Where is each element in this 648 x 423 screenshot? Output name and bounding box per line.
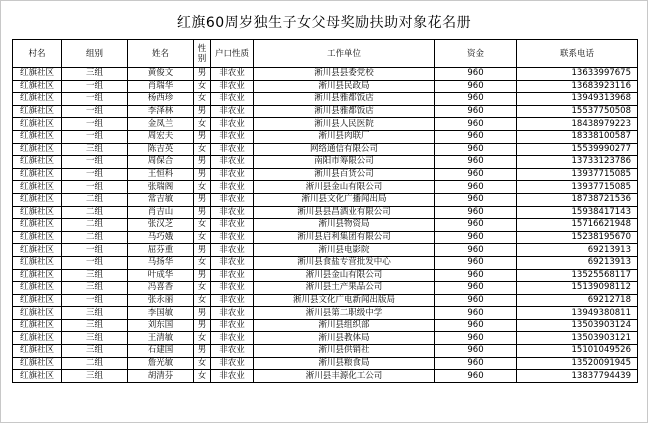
cell-hukou: 非农业 [211, 93, 254, 106]
cell-group: 一组 [62, 156, 128, 169]
cell-group: 二组 [62, 206, 128, 219]
cell-gender: 男 [194, 130, 211, 143]
cell-unit: 淅川县丰源化工公司 [254, 370, 435, 383]
cell-name: 詹光敏 [128, 357, 194, 370]
cell-hukou: 非农业 [211, 68, 254, 81]
cell-gender: 女 [194, 80, 211, 93]
cell-amount: 960 [435, 93, 517, 106]
cell-village: 红旗社区 [13, 294, 62, 307]
cell-phone: 69213913 [517, 244, 638, 257]
cell-group: 一组 [62, 256, 128, 269]
cell-gender: 女 [194, 118, 211, 131]
cell-name: 叶成华 [128, 269, 194, 282]
cell-group: 二组 [62, 193, 128, 206]
cell-group: 三组 [62, 68, 128, 81]
cell-gender: 男 [194, 307, 211, 320]
cell-unit: 淅川县民政局 [254, 80, 435, 93]
cell-hukou: 非农业 [211, 282, 254, 295]
header-hukou: 户口性质 [211, 40, 254, 68]
cell-phone: 18738721536 [517, 193, 638, 206]
cell-amount: 960 [435, 282, 517, 295]
cell-village: 红旗社区 [13, 332, 62, 345]
cell-amount: 960 [435, 206, 517, 219]
cell-unit: 淅川县启利集团有限公司 [254, 231, 435, 244]
cell-group: 一组 [62, 244, 128, 257]
cell-name: 刘东国 [128, 319, 194, 332]
cell-phone: 15238195670 [517, 231, 638, 244]
cell-village: 红旗社区 [13, 244, 62, 257]
table-row [13, 68, 638, 81]
cell-hukou: 非农业 [211, 206, 254, 219]
cell-name: 张永丽 [128, 294, 194, 307]
table-row [13, 231, 638, 244]
cell-phone: 15539990277 [517, 143, 638, 156]
cell-gender: 男 [194, 244, 211, 257]
cell-phone: 18338100587 [517, 130, 638, 143]
table-row [13, 181, 638, 194]
table-row [13, 130, 638, 143]
cell-village: 红旗社区 [13, 345, 62, 358]
cell-name: 杨西珍 [128, 93, 194, 106]
cell-name: 陈吉英 [128, 143, 194, 156]
cell-gender: 女 [194, 370, 211, 383]
cell-amount: 960 [435, 143, 517, 156]
table-row [13, 269, 638, 282]
header-gender: 性别 [194, 40, 211, 68]
cell-name: 屈芬重 [128, 244, 194, 257]
cell-amount: 960 [435, 294, 517, 307]
cell-village: 红旗社区 [13, 282, 62, 295]
cell-name: 张瑞阁 [128, 181, 194, 194]
cell-village: 红旗社区 [13, 219, 62, 232]
cell-unit: 淅川县人民医院 [254, 118, 435, 131]
cell-name: 石建国 [128, 345, 194, 358]
cell-village: 红旗社区 [13, 93, 62, 106]
cell-group: 一组 [62, 80, 128, 93]
cell-gender: 男 [194, 105, 211, 118]
cell-village: 红旗社区 [13, 156, 62, 169]
cell-group: 二组 [62, 357, 128, 370]
cell-hukou: 非农业 [211, 80, 254, 93]
cell-phone: 13733123786 [517, 156, 638, 169]
cell-group: 三组 [62, 319, 128, 332]
header-village: 村名 [13, 40, 62, 68]
cell-group: 一组 [62, 294, 128, 307]
cell-unit: 淅川县肉联厂 [254, 130, 435, 143]
cell-phone: 13683923116 [517, 80, 638, 93]
table-row [13, 345, 638, 358]
cell-phone: 69212718 [517, 294, 638, 307]
roster-table [12, 39, 638, 383]
table-body [13, 68, 638, 383]
cell-hukou: 非农业 [211, 332, 254, 345]
cell-name: 周保合 [128, 156, 194, 169]
cell-name: 马扬华 [128, 256, 194, 269]
cell-amount: 960 [435, 130, 517, 143]
cell-amount: 960 [435, 68, 517, 81]
cell-phone: 13937715085 [517, 168, 638, 181]
cell-group: 一组 [62, 168, 128, 181]
cell-gender: 男 [194, 206, 211, 219]
cell-phone: 13520091945 [517, 357, 638, 370]
cell-gender: 男 [194, 193, 211, 206]
table-row [13, 307, 638, 320]
cell-phone: 13949380811 [517, 307, 638, 320]
cell-village: 红旗社区 [13, 68, 62, 81]
cell-group: 二组 [62, 231, 128, 244]
cell-amount: 960 [435, 256, 517, 269]
cell-group: 三组 [62, 143, 128, 156]
cell-unit: 淅川县百货公司 [254, 168, 435, 181]
cell-unit: 淅川县组织部 [254, 319, 435, 332]
cell-unit: 淅川县土产果品公司 [254, 282, 435, 295]
cell-hukou: 非农业 [211, 193, 254, 206]
cell-name: 王清敏 [128, 332, 194, 345]
cell-village: 红旗社区 [13, 105, 62, 118]
table-row [13, 80, 638, 93]
table-row [13, 332, 638, 345]
cell-name: 胡清芬 [128, 370, 194, 383]
cell-group: 一组 [62, 118, 128, 131]
cell-amount: 960 [435, 105, 517, 118]
cell-phone: 15139098112 [517, 282, 638, 295]
cell-name: 金凤兰 [128, 118, 194, 131]
cell-name: 冯喜香 [128, 282, 194, 295]
cell-amount: 960 [435, 370, 517, 383]
cell-village: 红旗社区 [13, 370, 62, 383]
cell-amount: 960 [435, 244, 517, 257]
cell-unit: 淅川县文化广播闻出局 [254, 193, 435, 206]
cell-group: 三组 [62, 332, 128, 345]
cell-phone: 13837794439 [517, 370, 638, 383]
cell-phone: 18438979223 [517, 118, 638, 131]
cell-amount: 960 [435, 80, 517, 93]
header-group: 组别 [62, 40, 128, 68]
cell-name: 马巧娥 [128, 231, 194, 244]
cell-phone: 15716621948 [517, 219, 638, 232]
cell-hukou: 非农业 [211, 168, 254, 181]
cell-group: 三组 [62, 307, 128, 320]
cell-amount: 960 [435, 219, 517, 232]
cell-unit: 淅川县金山有限公司 [254, 181, 435, 194]
cell-unit: 淅川县县委党校 [254, 68, 435, 81]
cell-gender: 女 [194, 181, 211, 194]
cell-amount: 960 [435, 193, 517, 206]
cell-village: 红旗社区 [13, 130, 62, 143]
cell-village: 红旗社区 [13, 143, 62, 156]
cell-hukou: 非农业 [211, 143, 254, 156]
cell-name: 常吉敏 [128, 193, 194, 206]
cell-village: 红旗社区 [13, 307, 62, 320]
cell-name: 李泽林 [128, 105, 194, 118]
cell-phone: 13633997675 [517, 68, 638, 81]
cell-name: 周宏夫 [128, 130, 194, 143]
cell-phone: 13503903121 [517, 332, 638, 345]
cell-name: 李国敏 [128, 307, 194, 320]
cell-village: 红旗社区 [13, 206, 62, 219]
cell-phone: 15938417143 [517, 206, 638, 219]
cell-phone: 13949313968 [517, 93, 638, 106]
table-row [13, 294, 638, 307]
cell-unit: 淅川县县昌酒业有限公司 [254, 206, 435, 219]
cell-phone: 15101049526 [517, 345, 638, 358]
cell-gender: 女 [194, 256, 211, 269]
cell-phone: 13525568117 [517, 269, 638, 282]
cell-gender: 女 [194, 93, 211, 106]
cell-gender: 女 [194, 294, 211, 307]
table-row [13, 244, 638, 257]
cell-name: 张汉芝 [128, 219, 194, 232]
cell-hukou: 非农业 [211, 345, 254, 358]
header-amount: 资金 [435, 40, 517, 68]
cell-phone: 13937715085 [517, 181, 638, 194]
cell-gender: 女 [194, 219, 211, 232]
cell-hukou: 非农业 [211, 357, 254, 370]
cell-gender: 女 [194, 357, 211, 370]
cell-phone: 13503903124 [517, 319, 638, 332]
cell-amount: 960 [435, 118, 517, 131]
cell-hukou: 非农业 [211, 219, 254, 232]
cell-unit: 淅川县金山有限公司 [254, 269, 435, 282]
cell-unit: 网络通信有限公司 [254, 143, 435, 156]
cell-group: 一组 [62, 93, 128, 106]
table-row [13, 105, 638, 118]
cell-village: 红旗社区 [13, 118, 62, 131]
table-row [13, 118, 638, 131]
table-row [13, 193, 638, 206]
cell-hukou: 非农业 [211, 244, 254, 257]
cell-unit: 淅川县电影院 [254, 244, 435, 257]
table-row [13, 370, 638, 383]
cell-gender: 男 [194, 156, 211, 169]
cell-unit: 淅川县文化广电新闻出版局 [254, 294, 435, 307]
cell-gender: 男 [194, 319, 211, 332]
cell-village: 红旗社区 [13, 357, 62, 370]
cell-gender: 女 [194, 143, 211, 156]
cell-hukou: 非农业 [211, 231, 254, 244]
cell-group: 一组 [62, 105, 128, 118]
cell-group: 三组 [62, 370, 128, 383]
table-row [13, 357, 638, 370]
cell-hukou: 非农业 [211, 181, 254, 194]
cell-unit: 淅川县第二职级中学 [254, 307, 435, 320]
cell-gender: 男 [194, 168, 211, 181]
document-title: 红旗60周岁独生子女父母奖励扶助对象花名册 [176, 15, 472, 31]
cell-group: 三组 [62, 282, 128, 295]
cell-name: 黄俊文 [128, 68, 194, 81]
cell-group: 二组 [62, 219, 128, 232]
table-row [13, 143, 638, 156]
cell-group: 一组 [62, 130, 128, 143]
cell-village: 红旗社区 [13, 319, 62, 332]
cell-hukou: 非农业 [211, 130, 254, 143]
header-phone: 联系电话 [517, 40, 638, 68]
cell-group: 三组 [62, 345, 128, 358]
cell-unit: 淅川县雅都饭店 [254, 105, 435, 118]
cell-phone: 69213913 [517, 256, 638, 269]
table-row [13, 219, 638, 232]
table-row [13, 168, 638, 181]
cell-amount: 960 [435, 332, 517, 345]
cell-amount: 960 [435, 269, 517, 282]
cell-hukou: 非农业 [211, 307, 254, 320]
cell-unit: 淅川县物资局 [254, 219, 435, 232]
cell-village: 红旗社区 [13, 168, 62, 181]
cell-amount: 960 [435, 319, 517, 332]
table-row [13, 256, 638, 269]
cell-amount: 960 [435, 345, 517, 358]
cell-hukou: 非农业 [211, 370, 254, 383]
table-row [13, 93, 638, 106]
cell-hukou: 非农业 [211, 256, 254, 269]
table-row [13, 206, 638, 219]
header-unit: 工作单位 [254, 40, 435, 68]
header-row [13, 40, 638, 68]
cell-gender: 女 [194, 231, 211, 244]
cell-village: 红旗社区 [13, 256, 62, 269]
table-row [13, 282, 638, 295]
cell-gender: 男 [194, 345, 211, 358]
cell-group: 一组 [62, 181, 128, 194]
cell-amount: 960 [435, 156, 517, 169]
cell-phone: 15537750508 [517, 105, 638, 118]
cell-hukou: 非农业 [211, 118, 254, 131]
cell-amount: 960 [435, 357, 517, 370]
table-row [13, 156, 638, 169]
cell-hukou: 非农业 [211, 319, 254, 332]
cell-hukou: 非农业 [211, 105, 254, 118]
cell-village: 红旗社区 [13, 181, 62, 194]
table-row [13, 319, 638, 332]
cell-village: 红旗社区 [13, 269, 62, 282]
cell-gender: 男 [194, 269, 211, 282]
cell-hukou: 非农业 [211, 294, 254, 307]
cell-unit: 淅川县教体局 [254, 332, 435, 345]
cell-gender: 女 [194, 332, 211, 345]
cell-village: 红旗社区 [13, 193, 62, 206]
cell-name: 王恒科 [128, 168, 194, 181]
cell-unit: 淅川县食盐专营批发中心 [254, 256, 435, 269]
cell-group: 三组 [62, 269, 128, 282]
header-name: 姓名 [128, 40, 194, 68]
cell-village: 红旗社区 [13, 80, 62, 93]
cell-hukou: 非农业 [211, 156, 254, 169]
cell-name: 肖瑞华 [128, 80, 194, 93]
cell-hukou: 非农业 [211, 269, 254, 282]
cell-unit: 南阳市筹限公司 [254, 156, 435, 169]
cell-amount: 960 [435, 307, 517, 320]
cell-gender: 男 [194, 68, 211, 81]
cell-village: 红旗社区 [13, 231, 62, 244]
cell-amount: 960 [435, 181, 517, 194]
cell-gender: 女 [194, 282, 211, 295]
cell-amount: 960 [435, 231, 517, 244]
cell-unit: 淅川县供销社 [254, 345, 435, 358]
cell-name: 肖吉山 [128, 206, 194, 219]
cell-amount: 960 [435, 168, 517, 181]
cell-unit: 淅川县雅都饭店 [254, 93, 435, 106]
cell-unit: 淅川县粮食局 [254, 357, 435, 370]
